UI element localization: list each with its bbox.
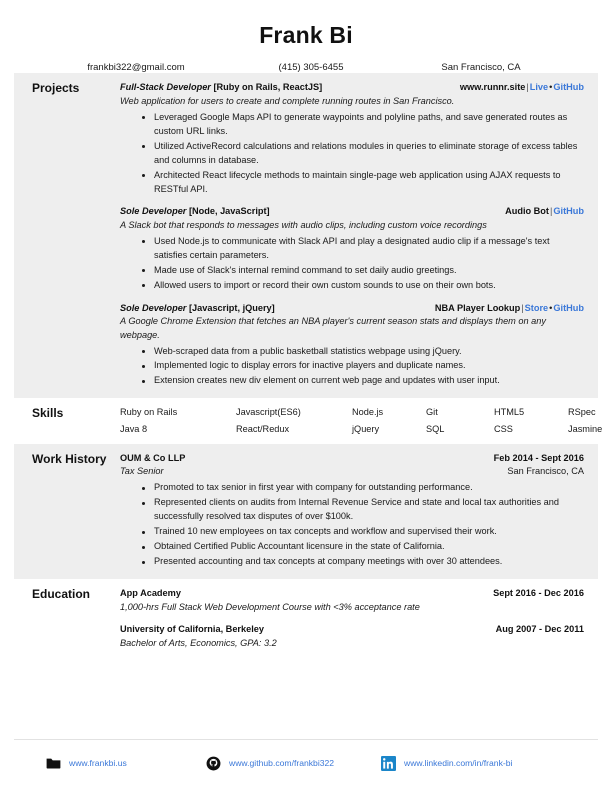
work-bullets — [120, 481, 584, 569]
education-detail: 1,000-hrs Full Stack Web Development Course with <3% acceptance rate — [120, 601, 420, 612]
link-dot: • — [549, 82, 553, 93]
list-item: Implemented logic to display errors for inactive players and duplicate names. — [142, 359, 584, 373]
skill-item: jQuery — [352, 423, 380, 434]
list-item: Leveraged Google Maps API to generate waypoints and polyline paths, and save generated routes as custom URL links. — [142, 111, 584, 139]
skill-item: React/Redux — [236, 423, 290, 434]
project-entry — [120, 302, 584, 389]
footer-link-text[interactable]: www.linkedin.com/in/frank-bi — [404, 758, 513, 768]
education-head — [120, 587, 584, 600]
contact-phone[interactable]: (415) 305-6455 — [278, 62, 344, 74]
project-link-store[interactable]: Store — [524, 302, 549, 313]
skill-item: Jasmine — [568, 423, 603, 434]
link-separator: | — [549, 206, 553, 217]
skills-grid — [120, 406, 612, 436]
education-school: App Academy — [120, 588, 181, 599]
project-links — [435, 302, 584, 315]
project-head — [120, 302, 584, 315]
project-bullets — [120, 235, 584, 293]
project-links — [460, 81, 584, 94]
link-separator: | — [526, 82, 529, 93]
project-head — [120, 205, 584, 218]
education-school: University of California, Berkeley — [120, 624, 264, 635]
project-role: Full-Stack Developer — [120, 82, 211, 93]
section-label-col-projects — [14, 81, 120, 95]
project-summary: A Slack bot that responds to messages with audio clips, including custom voice recordings — [120, 219, 487, 230]
linkedin-icon — [381, 756, 396, 771]
section-heading-education: Education — [32, 587, 91, 602]
section-label-col-skills — [14, 406, 120, 420]
skill-item: Ruby on Rails — [120, 407, 178, 418]
contact-email[interactable]: frankbi322@gmail.com — [87, 62, 185, 74]
project-site: Audio Bot — [505, 206, 549, 217]
section-education — [14, 579, 598, 660]
project-bullets — [120, 111, 584, 197]
project-role-line — [120, 302, 275, 315]
list-item: Allowed users to import or record their own custom sounds to use on their own bots. — [142, 279, 584, 293]
contact-row — [0, 62, 612, 73]
education-entry — [120, 587, 584, 614]
project-stack: [Ruby on Rails, ReactJS] — [210, 82, 323, 93]
project-role-line — [120, 81, 322, 94]
section-heading-projects: Projects — [32, 81, 80, 96]
list-item: Utilized ActiveRecord calculations and relations modules in queries to eliminate storage of excess tables and columns in database. — [142, 140, 584, 168]
page-title: Frank Bi — [259, 22, 353, 48]
skill-item: SQL — [426, 423, 445, 434]
education-entry — [120, 623, 584, 650]
footer-link-linkedin[interactable] — [381, 756, 581, 771]
project-stack: [Node, JavaScript] — [186, 206, 270, 217]
footer-divider — [14, 739, 598, 740]
resume-header — [0, 0, 612, 73]
project-links — [505, 205, 584, 218]
list-item: Represented clients on audits from Internal Revenue Service and state and local tax authorities and successfully resolved tax disputes of over $100k. — [142, 496, 584, 524]
contact-location: San Francisco, CA — [441, 62, 521, 74]
skill-item: HTML5 — [494, 407, 525, 418]
list-item: Web-scraped data from a public basketball statistics webpage using jQuery. — [142, 345, 584, 359]
section-body-work — [120, 452, 598, 571]
list-item: Extension creates new div element on current web page and updates with user input. — [142, 374, 584, 388]
skill-item: RSpec — [568, 407, 596, 418]
section-heading-skills: Skills — [32, 406, 64, 421]
project-head — [120, 81, 584, 94]
section-projects — [14, 73, 598, 398]
section-body-projects — [120, 81, 598, 390]
project-role: Sole Developer — [120, 302, 187, 313]
project-site: www.runnr.site — [459, 82, 526, 93]
github-icon — [206, 756, 221, 771]
education-date: Aug 2007 - Dec 2011 — [495, 624, 584, 635]
project-link-github[interactable]: GitHub — [553, 302, 584, 313]
work-title: Tax Senior — [120, 466, 164, 477]
skill-item: CSS — [494, 423, 513, 434]
project-role-line — [120, 205, 270, 218]
project-entry — [120, 205, 584, 292]
work-entry — [120, 452, 584, 569]
list-item: Made use of Slack's internal remind command to set daily audio greetings. — [142, 264, 584, 278]
project-summary: Web application for users to create and complete running routes in San Francisco. — [120, 95, 455, 106]
footer-link-text[interactable]: www.github.com/frankbi322 — [229, 758, 335, 768]
work-location: San Francisco, CA — [507, 466, 584, 477]
work-company: OUM & Co LLP — [120, 453, 186, 464]
section-body-education — [120, 587, 598, 652]
skill-item: Node.js — [352, 407, 384, 418]
section-body-skills — [120, 406, 612, 436]
section-heading-work-history: Work History — [32, 452, 107, 467]
footer-link-website[interactable] — [46, 756, 206, 771]
list-item: Promoted to tax senior in first year with company for outstanding performance. — [142, 481, 584, 495]
list-item: Architected React lifecycle methods to maintain single-page web application using AJAX requests to RESTful API. — [142, 169, 584, 197]
project-site: NBA Player Lookup — [434, 302, 521, 313]
footer-link-text[interactable]: www.frankbi.us — [69, 758, 127, 768]
education-date: Sept 2016 - Dec 2016 — [493, 588, 584, 599]
list-item: Presented accounting and tax concepts at company meetings with over 30 attendees. — [142, 555, 584, 569]
footer-links — [0, 748, 612, 778]
project-link-live[interactable]: Live — [529, 82, 549, 93]
work-head — [120, 452, 584, 465]
skill-item: Git — [426, 407, 438, 418]
project-summary: A Google Chrome Extension that fetches an NBA player's current season stats and displays them on any webpage. — [120, 315, 546, 340]
project-entry — [120, 81, 584, 196]
section-work-history — [14, 444, 598, 579]
link-dot: • — [549, 302, 553, 313]
list-item: Trained 10 new employees on tax concepts and workflow and supervised their work. — [142, 525, 584, 539]
section-skills — [14, 398, 603, 444]
link-separator: | — [521, 302, 524, 313]
section-label-col-work — [14, 452, 120, 466]
work-date: Feb 2014 - Sept 2016 — [493, 453, 584, 464]
project-bullets — [120, 345, 584, 389]
work-subline — [120, 465, 584, 479]
footer-link-github[interactable] — [206, 756, 381, 771]
skill-item: Javascript(ES6) — [236, 407, 301, 418]
folder-icon — [46, 756, 61, 771]
list-item: Used Node.js to communicate with Slack API and play a designated audio clip if a message's text satisfies certain parameters. — [142, 235, 584, 263]
section-label-col-education — [14, 587, 120, 601]
list-item: Obtained Certified Public Accountant licensure in the state of California. — [142, 540, 584, 554]
project-link-github[interactable]: GitHub — [553, 206, 584, 217]
project-role: Sole Developer — [120, 206, 187, 217]
skill-item: Java 8 — [120, 423, 148, 434]
education-detail: Bachelor of Arts, Economics, GPA: 3.2 — [120, 637, 277, 648]
project-stack: [Javascript, jQuery] — [186, 302, 275, 313]
education-head — [120, 623, 584, 636]
project-link-github[interactable]: GitHub — [553, 82, 584, 93]
